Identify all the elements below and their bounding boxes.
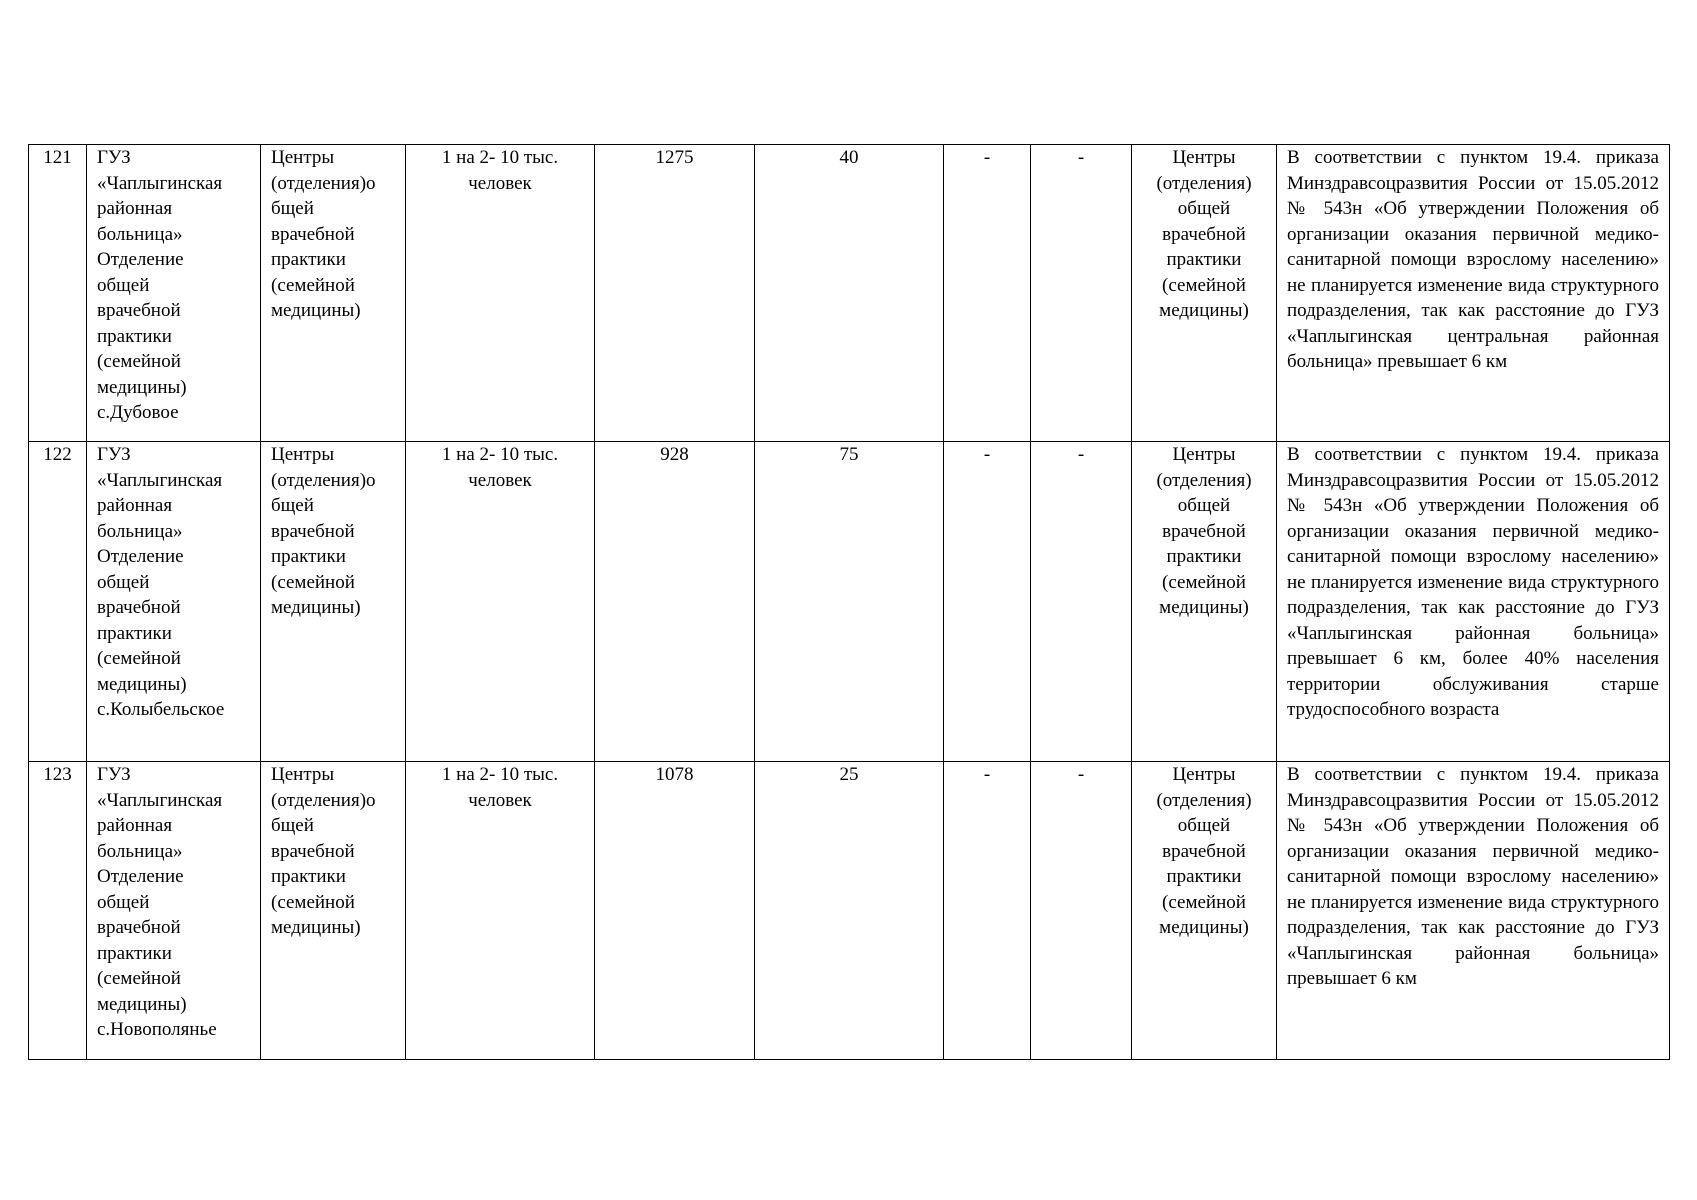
planned-type-line: (семейной bbox=[1162, 891, 1246, 913]
organization-line: общей bbox=[97, 571, 150, 593]
organization-line: (семейной bbox=[97, 968, 181, 989]
planned-type-cell bbox=[1132, 145, 1277, 442]
unit-type-line: практики bbox=[271, 866, 346, 887]
organization-line: с.Дубовое bbox=[97, 402, 179, 423]
planned-type-line: общей bbox=[1177, 495, 1231, 516]
unit-type-line: (семейной bbox=[271, 571, 355, 593]
norm-cell bbox=[406, 145, 595, 442]
organization-line: ГУЗ bbox=[97, 444, 131, 465]
organization-line: (семейной bbox=[97, 351, 181, 372]
table-row bbox=[29, 762, 1670, 1060]
planned-type-line: медицины) bbox=[1159, 300, 1249, 321]
unit-type-line: (семейной bbox=[271, 274, 355, 296]
organization-line: врачебной bbox=[97, 917, 181, 938]
organization-cell bbox=[87, 442, 261, 762]
planned-type-line: медицины) bbox=[1159, 917, 1249, 938]
col7-cell: - bbox=[944, 145, 1031, 442]
planned-type-line: (отделения) bbox=[1156, 789, 1252, 811]
unit-type-line: бщей bbox=[271, 495, 314, 516]
row-number: 122 bbox=[29, 442, 87, 762]
planned-type-line: практики bbox=[1166, 249, 1242, 270]
organization-line: районная bbox=[97, 495, 173, 516]
organization-line: с.Колыбельское bbox=[97, 699, 225, 720]
organization-line: районная bbox=[97, 198, 173, 219]
organization-line: практики bbox=[97, 325, 172, 347]
population-cell: 928 bbox=[595, 442, 755, 762]
distance-cell: 25 bbox=[755, 762, 944, 1060]
unit-type-line: Центры bbox=[271, 764, 335, 785]
planned-type-line: Центры bbox=[1172, 147, 1236, 168]
unit-type-line: медицины) bbox=[271, 300, 361, 321]
organization-line: медицины) bbox=[97, 376, 187, 398]
unit-type-line: (отделения)о bbox=[271, 789, 376, 811]
justification-cell: В соответствии с пунктом 19.4. приказа Минздравсоцразвития России от 15.05.2012 № 543н «Об утверждении Положения об организации оказания первичной медико-санитарной помощи взрослому населению» не планируется изменение вида структурного подразделения, так как расстояние до ГУЗ «Чаплыгинская районная больница» превышает 6 км, более 40% населения территории обслуживания старше трудоспособного возраста bbox=[1277, 442, 1670, 762]
facilities-table bbox=[28, 144, 1670, 1060]
organization-line: врачебной bbox=[97, 300, 181, 321]
unit-type-line: Центры bbox=[271, 444, 335, 465]
norm-line: 1 на 2- 10 тыс. bbox=[441, 444, 559, 465]
organization-line: Отделение bbox=[97, 249, 184, 270]
organization-line: общей bbox=[97, 274, 150, 296]
planned-type-line: (отделения) bbox=[1156, 469, 1252, 491]
organization-line: больница» bbox=[97, 840, 183, 862]
planned-type-line: (отделения) bbox=[1156, 172, 1252, 194]
norm-line: человек bbox=[468, 789, 532, 811]
planned-type-line: Центры bbox=[1172, 764, 1236, 785]
organization-line: больница» bbox=[97, 223, 183, 245]
organization-line: «Чаплыгинская bbox=[97, 172, 223, 194]
organization-line: «Чаплыгинская bbox=[97, 469, 223, 491]
unit-type-cell bbox=[261, 145, 406, 442]
organization-line: районная bbox=[97, 815, 173, 836]
unit-type-line: (отделения)о bbox=[271, 172, 376, 194]
norm-line: 1 на 2- 10 тыс. bbox=[441, 147, 559, 168]
organization-line: практики bbox=[97, 622, 172, 644]
row-number: 121 bbox=[29, 145, 87, 442]
unit-type-line: бщей bbox=[271, 815, 314, 836]
unit-type-line: Центры bbox=[271, 147, 335, 168]
norm-line: человек bbox=[468, 172, 532, 194]
planned-type-line: врачебной bbox=[1162, 840, 1246, 862]
planned-type-line: (семейной bbox=[1162, 571, 1246, 593]
col8-cell: - bbox=[1031, 145, 1132, 442]
table-row bbox=[29, 145, 1670, 442]
unit-type-line: (семейной bbox=[271, 891, 355, 913]
unit-type-line: медицины) bbox=[271, 917, 361, 938]
organization-line: медицины) bbox=[97, 993, 187, 1015]
planned-type-line: практики bbox=[1166, 546, 1242, 567]
planned-type-line: общей bbox=[1177, 198, 1231, 219]
distance-cell: 75 bbox=[755, 442, 944, 762]
organization-line: медицины) bbox=[97, 673, 187, 695]
population-cell: 1078 bbox=[595, 762, 755, 1060]
unit-type-line: медицины) bbox=[271, 597, 361, 618]
unit-type-cell bbox=[261, 442, 406, 762]
justification-cell: В соответствии с пунктом 19.4. приказа Минздравсоцразвития России от 15.05.2012 № 543н «Об утверждении Положения об организации оказания первичной медико-санитарной помощи взрослому населению» не планируется изменение вида структурного подразделения, так как расстояние до ГУЗ «Чаплыгинская центральная районная больница» превышает 6 км bbox=[1277, 145, 1670, 442]
organization-line: Отделение bbox=[97, 546, 184, 567]
col8-cell: - bbox=[1031, 442, 1132, 762]
planned-type-line: врачебной bbox=[1162, 520, 1246, 542]
norm-line: человек bbox=[468, 469, 532, 491]
organization-line: (семейной bbox=[97, 648, 181, 669]
col7-cell: - bbox=[944, 762, 1031, 1060]
row-number: 123 bbox=[29, 762, 87, 1060]
unit-type-line: врачебной bbox=[271, 840, 355, 862]
distance-cell: 40 bbox=[755, 145, 944, 442]
justification-cell: В соответствии с пунктом 19.4. приказа Минздравсоцразвития России от 15.05.2012 № 543н «Об утверждении Положения об организации оказания первичной медико-санитарной помощи взрослому населению» не планируется изменение вида структурного подразделения, так как расстояние до ГУЗ «Чаплыгинская районная больница» превышает 6 км bbox=[1277, 762, 1670, 1060]
organization-line: практики bbox=[97, 942, 172, 964]
planned-type-line: Центры bbox=[1172, 444, 1236, 465]
organization-line: ГУЗ bbox=[97, 764, 131, 785]
planned-type-line: общей bbox=[1177, 815, 1231, 836]
organization-line: врачебной bbox=[97, 597, 181, 618]
planned-type-line: врачебной bbox=[1162, 223, 1246, 245]
unit-type-line: бщей bbox=[271, 198, 314, 219]
unit-type-cell bbox=[261, 762, 406, 1060]
planned-type-line: (семейной bbox=[1162, 274, 1246, 296]
norm-cell bbox=[406, 442, 595, 762]
table-row bbox=[29, 442, 1670, 762]
organization-cell bbox=[87, 145, 261, 442]
unit-type-line: практики bbox=[271, 249, 346, 270]
unit-type-line: практики bbox=[271, 546, 346, 567]
col7-cell: - bbox=[944, 442, 1031, 762]
organization-line: больница» bbox=[97, 520, 183, 542]
unit-type-line: (отделения)о bbox=[271, 469, 376, 491]
norm-cell bbox=[406, 762, 595, 1060]
organization-line: общей bbox=[97, 891, 150, 913]
organization-line: ГУЗ bbox=[97, 147, 131, 168]
organization-line: «Чаплыгинская bbox=[97, 789, 223, 811]
col8-cell: - bbox=[1031, 762, 1132, 1060]
organization-line: Отделение bbox=[97, 866, 184, 887]
planned-type-line: практики bbox=[1166, 866, 1242, 887]
unit-type-line: врачебной bbox=[271, 520, 355, 542]
planned-type-cell bbox=[1132, 762, 1277, 1060]
organization-line: с.Новополянье bbox=[97, 1019, 217, 1040]
norm-line: 1 на 2- 10 тыс. bbox=[441, 764, 559, 785]
organization-cell bbox=[87, 762, 261, 1060]
unit-type-line: врачебной bbox=[271, 223, 355, 245]
planned-type-cell bbox=[1132, 442, 1277, 762]
planned-type-line: медицины) bbox=[1159, 597, 1249, 618]
population-cell: 1275 bbox=[595, 145, 755, 442]
